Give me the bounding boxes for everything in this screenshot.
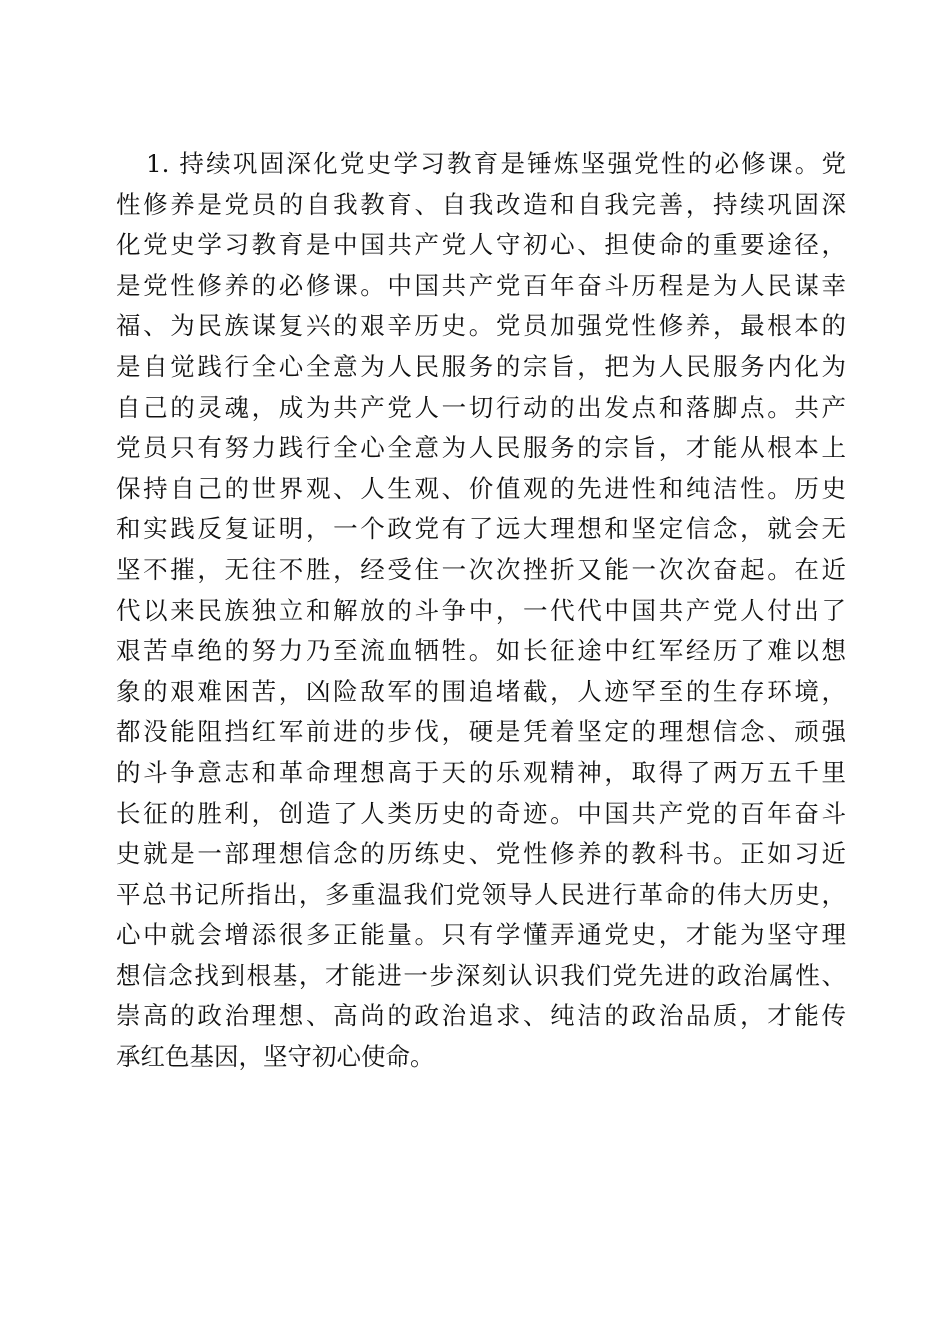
paragraph-line: 崇高的政治理想、高尚的政治追求、纯洁的政治品质，才能传	[116, 1001, 846, 1031]
paragraph-line: 福、为民族谋复兴的艰辛历史。党员加强党性修养，最根本的	[116, 311, 846, 341]
paragraph-line: 心中就会增添很多正能量。只有学懂弄通党史，才能为坚守理	[116, 920, 846, 950]
paragraph-line: 都没能阻挡红军前进的步伐，硬是凭着坚定的理想信念、顽强	[116, 717, 846, 747]
paragraph-line: 史就是一部理想信念的历练史、党性修养的教科书。正如习近	[116, 839, 846, 869]
paragraph-line: 保持自己的世界观、人生观、价值观的先进性和纯洁性。历史	[116, 473, 846, 503]
body-paragraph	[116, 144, 846, 1078]
paragraph-line: 和实践反复证明，一个政党有了远大理想和坚定信念，就会无	[116, 514, 846, 544]
paragraph-line: 自己的灵魂，成为共产党人一切行动的出发点和落脚点。共产	[116, 392, 846, 422]
paragraph-line: 平总书记所指出，多重温我们党领导人民进行革命的伟大历史，	[116, 879, 846, 909]
paragraph-line: 是自觉践行全心全意为人民服务的宗旨，把为人民服务内化为	[116, 351, 846, 381]
paragraph-line: 1. 持续巩固深化党史学习教育是锤炼坚强党性的必修课。党	[146, 149, 846, 178]
paragraph-line: 承红色基因，坚守初心使命。	[116, 1042, 435, 1072]
paragraph-line: 化党史学习教育是中国共产党人守初心、担使命的重要途径，	[116, 230, 846, 260]
paragraph-line: 是党性修养的必修课。中国共产党百年奋斗历程是为人民谋幸	[116, 270, 846, 300]
paragraph-line: 想信念找到根基，才能进一步深刻认识我们党先进的政治属性、	[116, 960, 846, 990]
paragraph-line: 党员只有努力践行全心全意为人民服务的宗旨，才能从根本上	[116, 433, 846, 463]
paragraph-line: 象的艰难困苦，凶险敌军的围追堵截，人迹罕至的生存环境，	[116, 676, 846, 706]
paragraph-line: 的斗争意志和革命理想高于天的乐观精神，取得了两万五千里	[116, 757, 846, 787]
paragraph-line: 坚不摧，无往不胜，经受住一次次挫折又能一次次奋起。在近	[116, 554, 846, 584]
paragraph-line: 性修养是党员的自我教育、自我改造和自我完善，持续巩固深	[116, 189, 846, 219]
paragraph-line: 代以来民族独立和解放的斗争中，一代代中国共产党人付出了	[116, 595, 846, 625]
paragraph-line: 艰苦卓绝的努力乃至流血牺牲。如长征途中红军经历了难以想	[116, 636, 846, 666]
paragraph-line: 长征的胜利，创造了人类历史的奇迹。中国共产党的百年奋斗	[116, 798, 846, 828]
